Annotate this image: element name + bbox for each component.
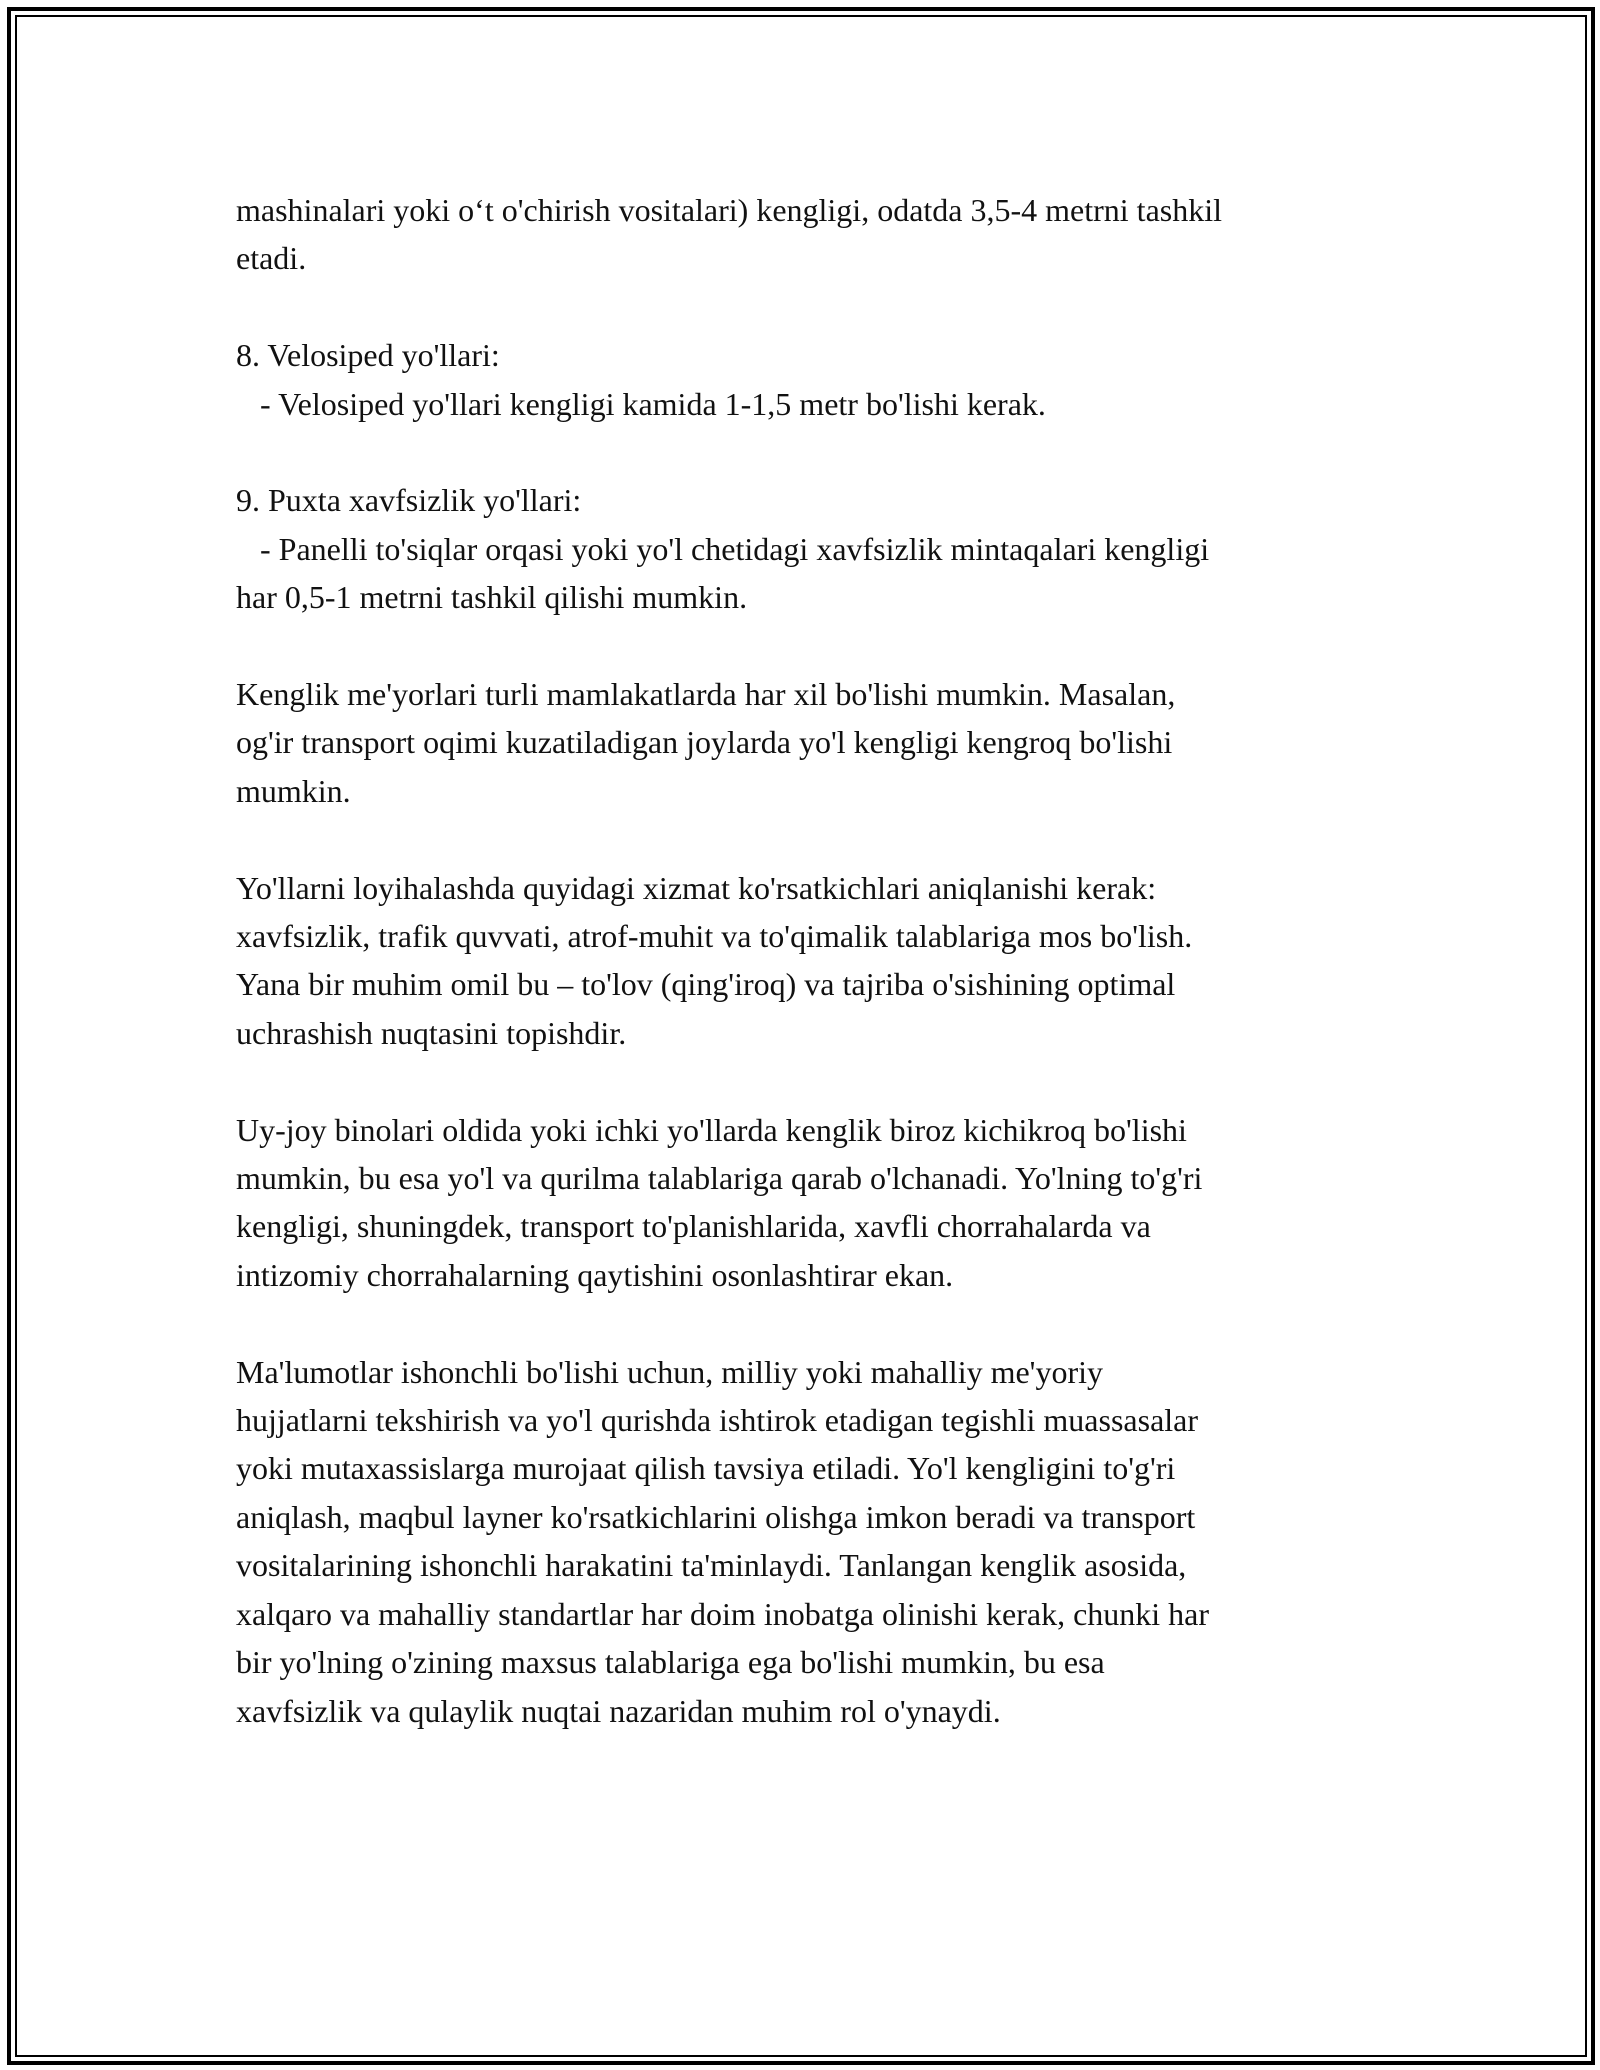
section-8-item: - Velosiped yo'llari kengligi kamida 1-1,5 metr bo'lishi kerak. bbox=[236, 385, 1046, 422]
paragraph-gap bbox=[236, 622, 1396, 670]
paragraph-gap bbox=[236, 283, 1396, 331]
paragraph-gap bbox=[236, 1299, 1396, 1347]
width-norms-paragraph: Kenglik me'yorlari turli mamlakatlarda har xil bo'lishi mumkin. Masalan, og'ir transport oqimi kuzatiladigan joylarda yo'l kengligi kengroq bo'lishi mumkin. bbox=[236, 676, 1176, 809]
document-body bbox=[236, 186, 1396, 1735]
paragraph-gap bbox=[236, 428, 1396, 476]
paragraph-gap bbox=[236, 815, 1396, 863]
section-8-heading: 8. Velosiped yo'llari: bbox=[236, 337, 500, 374]
intro-paragraph: mashinalari yoki o‘t o'chirish vositalari) kengligi, odatda 3,5-4 metrni tashkil etadi. bbox=[236, 192, 1222, 277]
residential-roads-paragraph: Uy-joy binolari oldida yoki ichki yo'llarda kenglik biroz kichikroq bo'lishi mumkin, bu esa yo'l va qurilma talablariga qarab o'lchanadi. Yo'lning to'g'ri kengligi, shuningdek, transport to'planishlarida, xavfli chorrahalarda va intizomiy chorrahalarning qaytishini osonlashtirar ekan. bbox=[236, 1111, 1203, 1293]
section-9-item: - Panelli to'siqlar orqasi yoki yo'l chetidagi xavfsizlik mintaqalari kengligi har 0,5-1 metrni tashkil qilishi mumkin. bbox=[236, 530, 1210, 616]
design-indicators-paragraph: Yo'llarni loyihalashda quyidagi xizmat ko'rsatkichlari aniqlanishi kerak: xavfsizlik, trafik quvvati, atrof-muhit va to'qimalik talablariga mos bo'lish. Yana bir muhim omil bu – to'lov (qing'iroq) va tajriba o'sishining optimal uchrashish nuqtasini topishdir. bbox=[236, 869, 1193, 1051]
recommendations-paragraph: Ma'lumotlar ishonchli bo'lishi uchun, milliy yoki mahalliy me'yoriy hujjatlarni tekshirish va yo'l qurishda ishtirok etadigan tegishli muassasalar yoki mutaxassislarga murojaat qilish tavsiya etiladi. Yo'l kengligini to'g'ri aniqlash, maqbul layner ko'rsatkichlarini olishga imkon beradi va transport vositalarining ishonchli harakatini ta'minlaydi. Tanlangan kenglik asosida, xalqaro va mahalliy standartlar har doim inobatga olinishi kerak, chunki har bir yo'lning o'zining maxsus talablariga ega bo'lishi mumkin, bu esa xavfsizlik va qulaylik nuqtai nazaridan muhim rol o'ynaydi. bbox=[236, 1353, 1210, 1729]
section-9-heading: 9. Puxta xavfsizlik yo'llari: bbox=[236, 482, 582, 519]
paragraph-gap bbox=[236, 1057, 1396, 1105]
